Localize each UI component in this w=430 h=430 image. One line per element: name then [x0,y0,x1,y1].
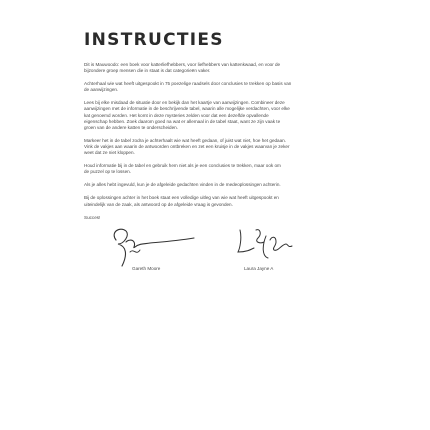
signature-name-gareth: Gareth Moore [132,265,161,271]
signature-block [84,222,346,282]
paragraph-clues: Lees bij elke misdaad de situatie door en bekijk dan het kaartje van aanwijzingen. Combineer deze aanwijzingen met de informatie in de beschrijvende tabel, waarin alle mogelijke verdachten, voor elke kat genoemd worden. Het komt in deze mysteries zelden voor dat een dezelfde opvallende eigenschap hebben. Zoek daarom goed na wat er allemaal in de tabel staat, want ze zijn vaak te groen van de andere katten te onderscheiden. [84,100,290,130]
paragraph-goal: Achterhaal wie wat heeft uitgespookt in 75 poezelige raadsels door conclusies te trekken op basis van de aanwijzingen. [84,81,292,93]
page-title: INSTRUCTIES [84,30,224,50]
paragraph-check: Als je alles hebt ingevuld, kun je de afgeleide gedachten vinden in de medeoplossingen achterin. [84,182,281,188]
paragraph-solutions: Bij de oplossingen achter in het boek staat een volledige uitleg van wie wat heeft uitgespookt en uiteindelijk van de zaak, als antwoord op de afgeleide vraag is gevonden. [84,195,279,207]
paragraph-intro: Dit is Mauwoodo: een boek voor katterliefhebbers, voor liefhebbers van kattenkwaad, en voor de bijzondere groep mensen die in staat is dat categorieën vaker. [84,62,281,74]
signature-gareth-moore-image [106,222,201,268]
paragraph-tracking: Houd informatie bij in de tabel en gebruik hem niet als je een conclusies te trekken, maar ook om de puzzel op te lossen. [84,163,281,175]
signature-name-laura: Laura Jayne A [244,265,274,271]
paragraph-marking: Markeer het in de tabel zodra je achterhaalt wie wat heeft gedaan, of juist wat niet, hoe het gedaan. Vink de vakjes aan waarin de antwoorden ontbreken en zet een kruisje in de vakjes waarvan je zeker weet dat ze niet kloppen. [84,137,290,156]
instructions-page [84,30,346,420]
closing-text: Succes! [84,214,101,220]
signature-laura-jayne-image [232,222,302,262]
